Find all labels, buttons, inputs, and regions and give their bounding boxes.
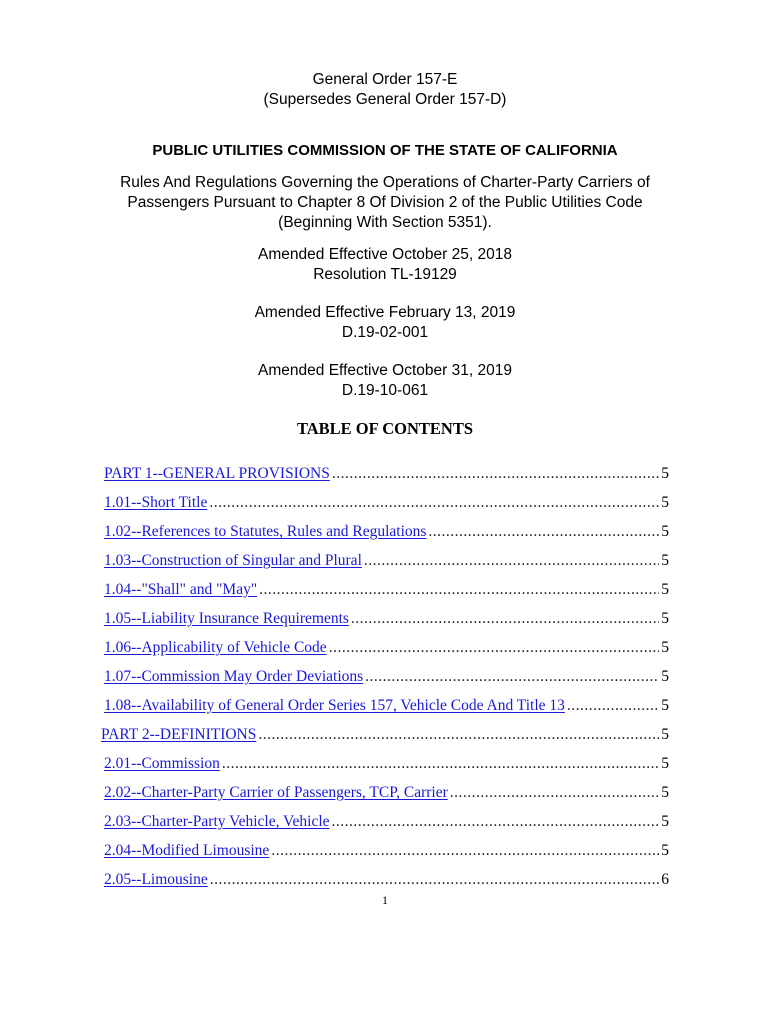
description-line: (Beginning With Section 5351).: [278, 214, 492, 231]
toc-entry: [104, 464, 669, 493]
toc-entry: [104, 667, 669, 696]
toc-dot-leader: [351, 609, 659, 629]
toc-page-number: 5: [661, 842, 669, 859]
amendment-block: [0, 245, 770, 285]
toc-entry: [104, 609, 669, 638]
amendment-block: [0, 361, 770, 401]
toc-dot-leader: [329, 638, 660, 658]
document-header: [0, 70, 770, 110]
toc-page-number: 6: [661, 871, 669, 888]
toc-page-number: 5: [661, 581, 669, 598]
toc-entry: [104, 696, 669, 725]
toc-dot-leader: [222, 754, 659, 774]
toc-entry-link[interactable]: 2.05--Limousine: [104, 871, 208, 888]
toc-entry: [104, 841, 669, 870]
description-line: Passengers Pursuant to Chapter 8 Of Division 2 of the Public Utilities Code: [127, 194, 643, 211]
toc-entry: [104, 522, 669, 551]
page-number: 1: [382, 893, 388, 907]
toc-entry-link[interactable]: 1.02--References to Statutes, Rules and Regulations: [104, 523, 427, 540]
toc-entry-link[interactable]: 2.03--Charter-Party Vehicle, Vehicle: [104, 813, 330, 830]
toc-entry-link[interactable]: PART 2--DEFINITIONS: [101, 726, 257, 743]
description-line: Rules And Regulations Governing the Operations of Charter-Party Carriers of: [120, 174, 650, 191]
toc-dot-leader: [332, 812, 660, 832]
toc-entry: [104, 580, 669, 609]
toc-entry: [104, 551, 669, 580]
toc-dot-leader: [567, 696, 659, 716]
supersedes-note: (Supersedes General Order 157-D): [263, 91, 507, 108]
toc-entry: [104, 638, 669, 667]
toc-entry: [104, 754, 669, 783]
commission-heading: PUBLIC UTILITIES COMMISSION OF THE STATE OF CALIFORNIA: [152, 142, 618, 159]
toc-entry-link[interactable]: 1.03--Construction of Singular and Plural: [104, 552, 362, 569]
toc-page-number: 5: [661, 668, 669, 685]
toc-page-number: 5: [661, 784, 669, 801]
toc-dot-leader: [364, 551, 659, 571]
toc-page-number: 5: [661, 523, 669, 540]
amendment-reference: D.19-10-061: [341, 382, 429, 399]
toc-entry: [101, 725, 669, 754]
amendment-effective: Amended Effective October 31, 2019: [258, 362, 512, 379]
toc-page-number: 5: [661, 610, 669, 627]
amendment-block: [0, 303, 770, 343]
toc-page-number: 5: [661, 813, 669, 830]
toc-entry: [104, 783, 669, 812]
toc-dot-leader: [258, 725, 659, 745]
toc-entry-link[interactable]: 1.04--"Shall" and "May": [104, 581, 258, 598]
toc-page-number: 5: [661, 697, 669, 714]
toc-page-number: 5: [661, 639, 669, 656]
toc-dot-leader: [209, 493, 659, 513]
order-description: [0, 173, 770, 233]
order-title: General Order 157-E: [312, 71, 458, 88]
toc-dot-leader: [210, 870, 660, 890]
toc-dot-leader: [259, 580, 659, 600]
toc-page-number: 5: [661, 755, 669, 772]
toc-page-number: 5: [661, 552, 669, 569]
amendment-reference: D.19-02-001: [341, 324, 429, 341]
toc-dot-leader: [365, 667, 659, 687]
toc-entry-link[interactable]: 1.07--Commission May Order Deviations: [104, 668, 364, 685]
toc-entry-link[interactable]: 1.05--Liability Insurance Requirements: [104, 610, 349, 627]
toc-title: TABLE OF CONTENTS: [296, 419, 474, 438]
toc-page-number: 5: [661, 465, 669, 482]
toc-entry: [104, 812, 669, 841]
toc-entry-link[interactable]: 2.01--Commission: [104, 755, 220, 772]
toc-entry-link[interactable]: PART 1--GENERAL PROVISIONS: [104, 465, 330, 482]
toc-entry-link[interactable]: 1.01--Short Title: [104, 494, 208, 511]
amendment-effective: Amended Effective October 25, 2018: [258, 246, 512, 263]
toc-entry-link[interactable]: 1.08--Availability of General Order Series 157, Vehicle Code And Title 13: [104, 697, 565, 714]
toc-dot-leader: [450, 783, 659, 803]
toc-page-number: 5: [661, 494, 669, 511]
toc-dot-leader: [332, 464, 659, 484]
toc-entry-link[interactable]: 1.06--Applicability of Vehicle Code: [104, 639, 327, 656]
toc-dot-leader: [271, 841, 659, 861]
toc-page-number: 5: [661, 726, 669, 743]
amendment-reference: Resolution TL-19129: [313, 266, 457, 283]
table-of-contents: [101, 464, 669, 899]
toc-entry-link[interactable]: 2.04--Modified Limousine: [104, 842, 270, 859]
toc-entry-link[interactable]: 2.02--Charter-Party Carrier of Passengers, TCP, Carrier: [104, 784, 448, 801]
amendment-effective: Amended Effective February 13, 2019: [254, 304, 516, 321]
toc-dot-leader: [428, 522, 659, 542]
toc-entry: [104, 493, 669, 522]
